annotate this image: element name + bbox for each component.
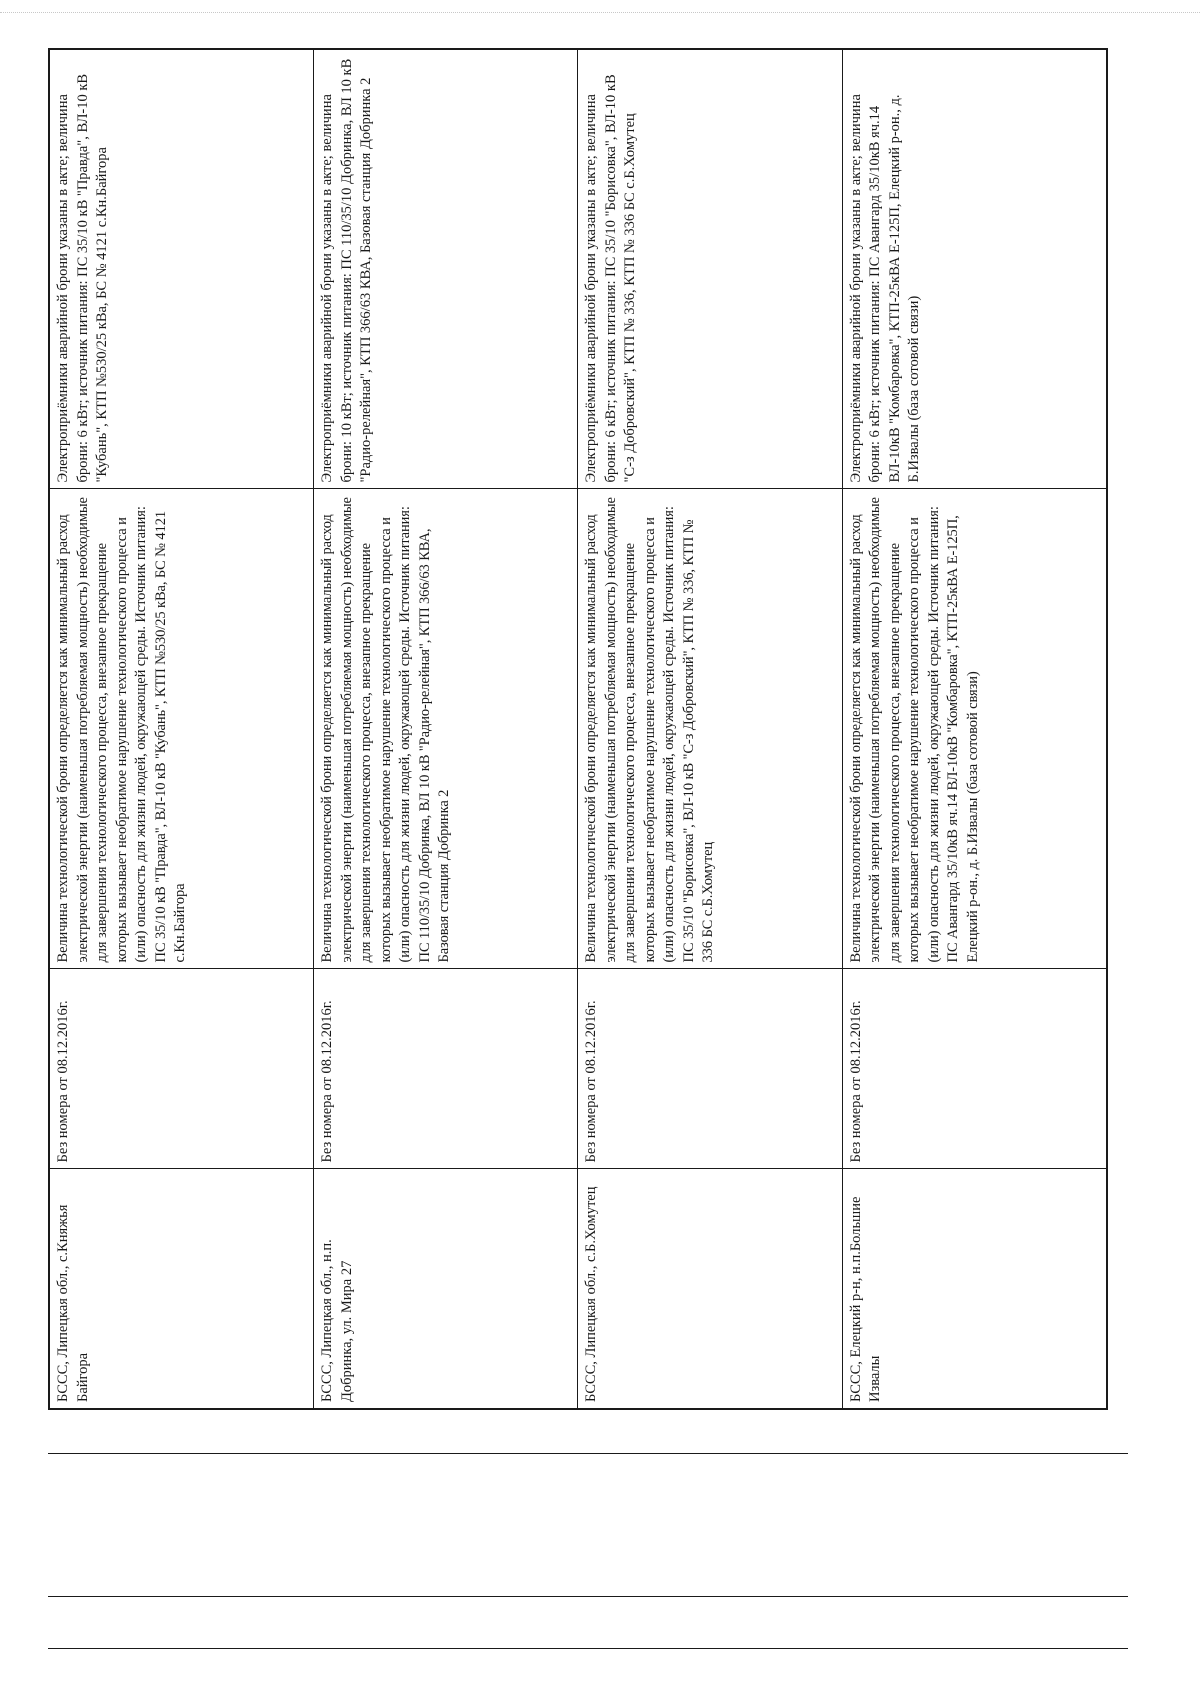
emergency-reserve-cell: Электроприёмники аварийной брони указаны в акте; величина брони: 10 кВт; источник питания: ПС 110/35/10 Добринка, ВЛ 10 кВ "Радио-релейная", КТП 366/63 КВА, Базовая станция Добринка 2: [314, 49, 578, 489]
horizontal-rule: [48, 1596, 1128, 1597]
table-row: [578, 49, 842, 1409]
object-cell: БССС, Липецкая обл., с.Княжья Байгора: [49, 1169, 314, 1409]
object-cell: БССС, Елецкий р-н, н.п.Большие Извалы: [842, 1169, 1107, 1409]
object-cell: БССС, Липецкая обл., н.п. Добринка, ул. Мира 27: [314, 1169, 578, 1409]
emergency-reserve-cell: Электроприёмники аварийной брони указаны в акте; величина брони: 6 кВт; источник питания: ПС 35/10 кВ "Правда", ВЛ-10 кВ "Кубань", КТП №530/25 кВа, БС № 4121 с.Кн.Байгора: [49, 49, 314, 489]
horizontal-rule: [48, 1453, 1128, 1454]
tech-reserve-cell: Величина технологической брони определяется как минимальный расход электрической энергии (наименьшая потребляемая мощность) необходимые для завершения технологического процесса, внезапное прекращение которых вызывает необратимое нарушение технологического процесса и (или) опасность для жизни людей, окружающей среды. Источник питания: ПС 110/35/10 Добринка, ВЛ 10 кВ "Радио-релейная", КТП 366/63 КВА, Базовая станция Добринка 2: [314, 489, 578, 969]
table-row: [314, 49, 578, 1409]
table-row: [49, 49, 314, 1409]
act-doc-cell: Без номера от 08.12.2016г.: [49, 969, 314, 1169]
scan-top-edge: [0, 0, 1200, 13]
table-row: [842, 49, 1107, 1409]
rotated-table-wrapper: [48, 50, 1108, 1410]
emergency-reserve-cell: Электроприёмники аварийной брони указаны в акте; величина брони: 6 кВт; источник питания: ПС Авангард 35/10кВ яч.14 ВЛ-10кВ "Комбаровка", КТП-25кВА Е-125П, Елецкий р-он., д. Б.Извалы (база сотовой связи): [842, 49, 1107, 489]
tech-reserve-cell: Величина технологической брони определяется как минимальный расход электрической энергии (наименьшая потребляемая мощность) необходимые для завершения технологического процесса, внезапное прекращение которых вызывает необратимое нарушение технологического процесса и (или) опасность для жизни людей, окружающей среды. Источник питания: ПС Авангард 35/10кВ яч.14 ВЛ-10кВ "Комбаровка", КТП-25кВА Е-125П, Елецкий р-он., д. Б.Извалы (база сотовой связи): [842, 489, 1107, 969]
emergency-reserve-cell: Электроприёмники аварийной брони указаны в акте; величина брони: 6 кВт; источник питания: ПС 35/10 "Борисовка", ВЛ-10 кВ "С-з Добровский", КТП № 336, КТП № 336 БС с.Б.Хомутец: [578, 49, 842, 489]
act-doc-cell: Без номера от 08.12.2016г.: [842, 969, 1107, 1169]
act-doc-cell: Без номера от 08.12.2016г.: [578, 969, 842, 1169]
reservation-acts-table: [48, 48, 1108, 1410]
tech-reserve-cell: Величина технологической брони определяется как минимальный расход электрической энергии (наименьшая потребляемая мощность) необходимые для завершения технологического процесса, внезапное прекращение которых вызывает необратимое нарушение технологического процесса и (или) опасность для жизни людей, окружающей среды. Источник питания: ПС 35/10 кВ "Правда", ВЛ-10 кВ "Кубань", КТП №530/25 кВа, БС № 4121 с.Кн.Байгора: [49, 489, 314, 969]
tech-reserve-cell: Величина технологической брони определяется как минимальный расход электрической энергии (наименьшая потребляемая мощность) необходимые для завершения технологического процесса, внезапное прекращение которых вызывает необратимое нарушение технологического процесса и (или) опасность для жизни людей, окружающей среды. Источник питания: ПС 35/10 "Борисовка", ВЛ-10 кВ "С-з Добровский", КТП № 336, КТП № 336 БС с.Б.Хомутец: [578, 489, 842, 969]
act-doc-cell: Без номера от 08.12.2016г.: [314, 969, 578, 1169]
object-cell: БССС, Липецкая обл., с.Б.Хомутец: [578, 1169, 842, 1409]
horizontal-rule: [48, 1648, 1128, 1649]
